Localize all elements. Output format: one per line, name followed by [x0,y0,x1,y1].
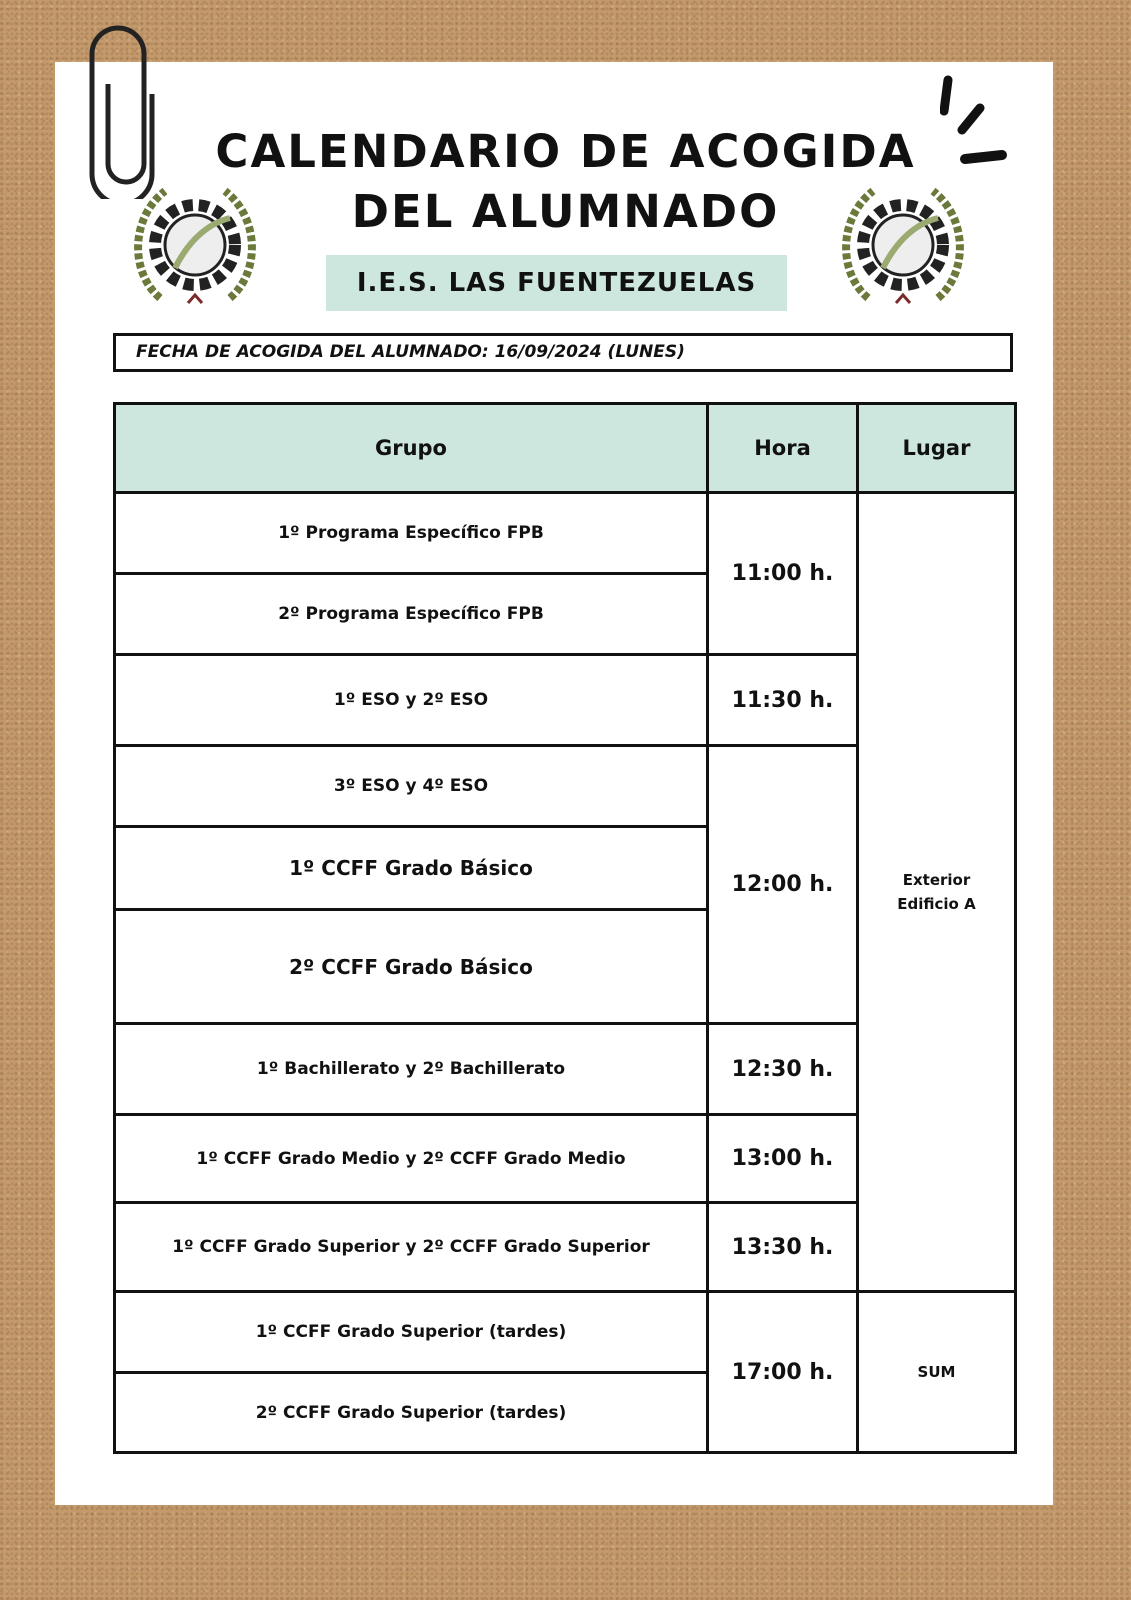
schedule-body [115,493,1016,1453]
hour-cell: 12:30 h. [708,1024,858,1115]
group-cell: 2º Programa Específico FPB [115,574,708,655]
table-header-row [115,404,1016,493]
hour-cell: 13:30 h. [708,1203,858,1292]
header-grupo: Grupo [115,404,708,493]
title-line-2: DEL ALUMNADO [351,185,780,238]
hour-cell: 12:00 h. [708,746,858,1024]
group-cell: 1º Programa Específico FPB [115,493,708,574]
group-cell: 1º CCFF Grado Medio y 2º CCFF Grado Medio [115,1115,708,1203]
title-line-1: CALENDARIO DE ACOGIDA [215,125,916,178]
page-title [0,122,1131,242]
place-line: Edificio A [897,895,976,913]
group-cell: 2º CCFF Grado Superior (tardes) [115,1373,708,1453]
group-cell: 1º Bachillerato y 2º Bachillerato [115,1024,708,1115]
hour-cell: 11:00 h. [708,493,858,655]
group-cell: 1º CCFF Grado Superior (tardes) [115,1292,708,1373]
place-cell [858,1292,1016,1453]
welcome-date: FECHA DE ACOGIDA DEL ALUMNADO: 16/09/2024 (LUNES) [113,333,1013,372]
hour-cell: 13:00 h. [708,1115,858,1203]
place-cell [858,493,1016,1292]
table-row [115,493,1016,574]
hour-cell: 17:00 h. [708,1292,858,1453]
header-hora: Hora [708,404,858,493]
table-row [115,1292,1016,1373]
group-cell: 1º ESO y 2º ESO [115,655,708,746]
group-cell: 2º CCFF Grado Básico [115,910,708,1024]
hour-cell: 11:30 h. [708,655,858,746]
group-cell: 1º CCFF Grado Superior y 2º CCFF Grado Superior [115,1203,708,1292]
schedule-table [113,402,1017,1454]
place-line: SUM [917,1363,956,1381]
group-cell: 3º ESO y 4º ESO [115,746,708,827]
place-line: Exterior [902,871,971,889]
school-name-banner: I.E.S. LAS FUENTEZUELAS [326,255,787,311]
group-cell: 1º CCFF Grado Básico [115,827,708,910]
header-lugar: Lugar [858,404,1016,493]
